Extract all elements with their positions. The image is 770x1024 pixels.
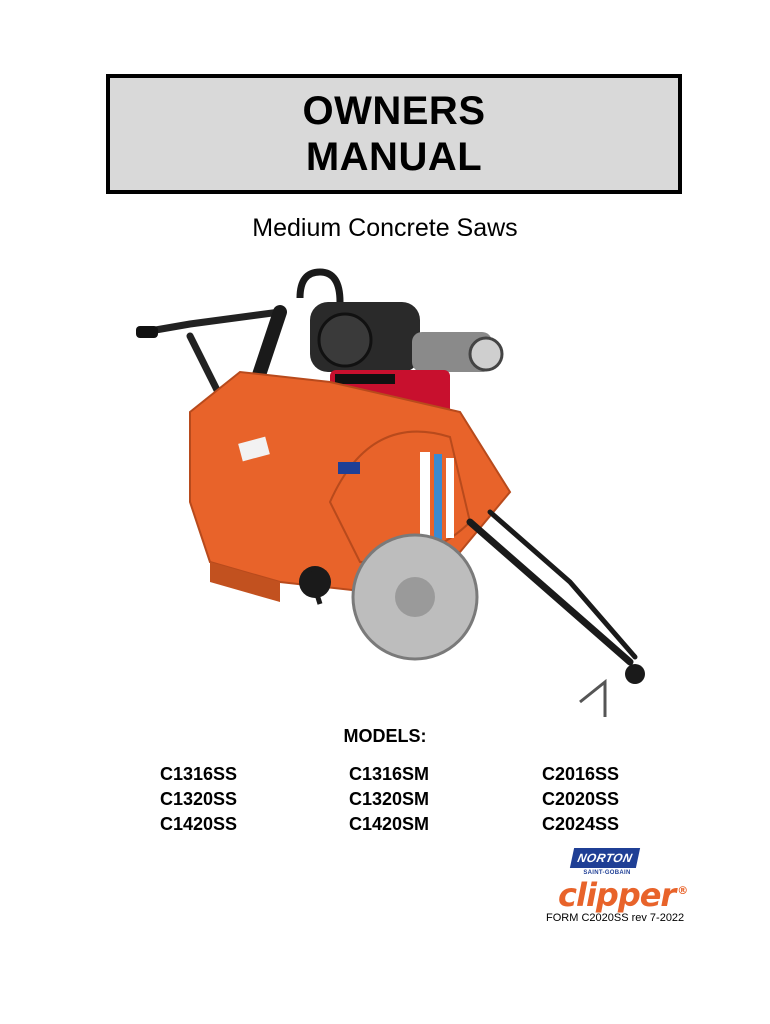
models-column-2 bbox=[349, 762, 429, 837]
model-number: C1316SS bbox=[160, 764, 238, 784]
model-number: C1420SM bbox=[349, 814, 430, 834]
models-column-3 bbox=[542, 762, 619, 837]
model-number: C1320SS bbox=[160, 789, 238, 809]
registered-mark: ® bbox=[677, 884, 688, 898]
concrete-saw-illustration bbox=[130, 262, 670, 722]
norton-badge: NORTON bbox=[570, 848, 640, 868]
clipper-wordmark: clipper bbox=[558, 876, 676, 914]
models-column-1 bbox=[160, 762, 237, 837]
title-line-2: MANUAL bbox=[305, 135, 483, 179]
form-number: FORM C2020SS rev 7-2022 bbox=[546, 912, 685, 924]
subtitle: Medium Concrete Saws bbox=[252, 214, 518, 242]
models-heading: MODELS: bbox=[343, 726, 427, 746]
model-number: C2020SS bbox=[542, 789, 620, 809]
model-number: C1320SM bbox=[349, 789, 430, 809]
title-box bbox=[106, 74, 682, 194]
model-number: C2016SS bbox=[542, 764, 620, 784]
clipper-logo bbox=[558, 876, 687, 914]
title-line-1: OWNERS bbox=[302, 89, 486, 133]
norton-logo bbox=[572, 848, 642, 878]
model-number: C1420SS bbox=[160, 814, 238, 834]
saint-gobain-text: SAINT-GOBAIN bbox=[583, 870, 631, 876]
model-number: C1316SM bbox=[349, 764, 430, 784]
model-number: C2024SS bbox=[542, 814, 620, 834]
